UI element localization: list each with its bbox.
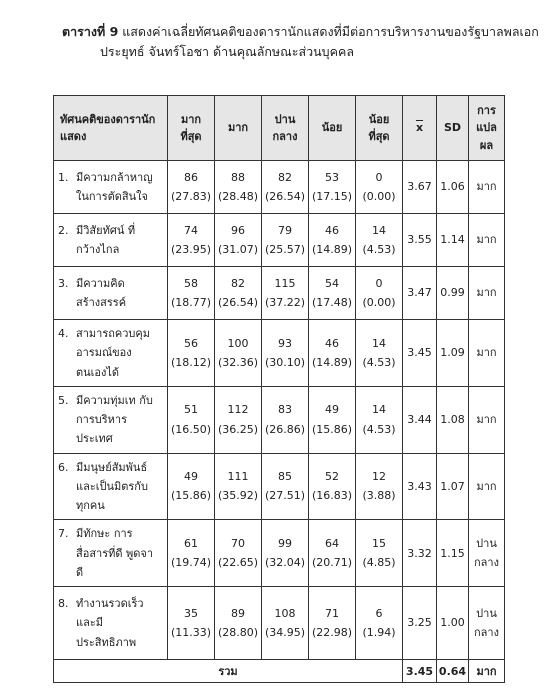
sd-cell: 1.15 [437,520,469,587]
row-number: 6. [58,460,69,474]
row-item-cell [54,453,168,520]
table-row [54,267,505,320]
row-item-cell [54,587,168,660]
interpretation-cell: มาก [469,453,505,520]
percent-value: (14.89) [311,243,353,256]
interpretation-cell: มาก [469,214,505,267]
table-row [54,161,505,214]
mean-cell: 3.45 [403,320,437,387]
count-value: 0 [375,170,383,184]
count-value: 99 [278,536,292,550]
row-item-text: มีมนุษย์สัมพันธ์ และเป็นมิตรกับ ทุกคน [76,460,148,512]
mean-cell: 3.25 [403,587,437,660]
count-value: 108 [274,606,296,620]
percent-value: (3.88) [362,489,396,503]
count-value: 56 [184,336,198,350]
caption-line-1 [62,22,539,42]
count-percent-cell [356,214,403,267]
count-value: 85 [278,470,292,484]
total-interpretation: มาก [469,660,505,683]
count-value: 70 [231,536,245,550]
row-number: 1. [58,170,69,184]
caption-title-1: แสดงค่าเฉลี่ยทัศนคติของดารานักแสดงที่มีต่อการบริหารงานของรัฐบาลพลเอก [122,24,539,39]
count-value: 35 [184,606,198,620]
interpretation-cell: มาก [469,386,505,453]
count-value: 111 [227,470,249,484]
row-item-cell [54,386,168,453]
row-item-cell [54,320,168,387]
total-sd: 0.64 [437,660,469,683]
percent-value: (28.80) [217,626,259,639]
percent-value: (0.00) [362,296,396,309]
count-percent-cell [309,453,356,520]
mean-cell: 3.55 [403,214,437,267]
count-value: 46 [325,336,339,350]
percent-value: (0.00) [362,190,396,203]
row-item-text: มีความกล้าหาญ ในการตัดสินใจ [76,170,153,203]
row-number: 4. [58,327,69,340]
percent-value: (28.48) [217,190,259,203]
percent-value: (17.15) [311,190,353,203]
table-row [54,386,505,453]
count-value: 112 [227,403,249,417]
sd-cell: 1.07 [437,453,469,520]
percent-value: (16.83) [311,489,353,503]
count-value: 71 [325,606,339,620]
count-percent-cell [356,161,403,214]
count-percent-cell [215,587,262,660]
count-percent-cell [215,161,262,214]
count-percent-cell [215,520,262,587]
mean-cell: 3.43 [403,453,437,520]
percent-value: (22.65) [217,556,259,570]
count-value: 58 [184,276,198,290]
count-percent-cell [262,453,309,520]
attitude-table [53,95,505,683]
row-number: 2. [58,223,69,237]
count-percent-cell [168,267,215,320]
percent-value: (15.86) [170,489,212,503]
count-percent-cell [356,267,403,320]
interpretation-cell: ปาน กลาง [469,587,505,660]
count-value: 74 [184,223,198,237]
count-percent-cell [356,453,403,520]
count-value: 6 [375,606,383,620]
mean-cell: 3.67 [403,161,437,214]
percent-value: (23.95) [170,243,212,256]
count-value: 83 [278,403,292,417]
row-item-text: มีทักษะ การ สื่อสารที่ดี พูดจา ดี [76,527,154,579]
count-value: 46 [325,223,339,237]
sd-cell: 1.08 [437,386,469,453]
header-moderate: ปาน กลาง [262,96,309,161]
percent-value: (27.83) [170,190,212,203]
count-percent-cell [309,587,356,660]
percent-value: (1.94) [362,626,396,639]
count-percent-cell [168,520,215,587]
count-value: 115 [274,276,296,290]
count-percent-cell [168,453,215,520]
count-value: 79 [278,223,292,237]
percent-value: (4.85) [362,556,396,570]
count-percent-cell [262,214,309,267]
row-item-text: มีความทุ่มเท กับ การบริหาร ประเทศ [76,393,153,446]
count-value: 82 [278,170,292,184]
count-value: 14 [372,403,386,417]
header-interpretation: การ แปล ผล [469,96,505,161]
row-item-text: สามารถควบคุม อารมณ์ของ ตนเองได้ [76,327,151,379]
header-little: น้อย [309,96,356,161]
count-value: 82 [231,276,245,290]
header-item: ทัศนคติของดารานักแสดง [54,96,168,161]
sd-cell: 0.99 [437,267,469,320]
total-mean: 3.45 [403,660,437,683]
percent-value: (16.50) [170,422,212,436]
sd-cell: 1.09 [437,320,469,387]
percent-value: (31.07) [217,243,259,256]
count-percent-cell [215,320,262,387]
table-caption [62,22,539,62]
percent-value: (34.95) [264,626,306,639]
count-percent-cell [168,214,215,267]
percent-value: (25.57) [264,243,306,256]
percent-value: (26.54) [264,190,306,203]
mean-cell: 3.47 [403,267,437,320]
percent-value: (4.53) [362,355,396,369]
row-item-cell [54,267,168,320]
header-mean: $\overline{x}$ [403,96,437,161]
row-number: 3. [58,276,69,290]
count-percent-cell [215,386,262,453]
count-value: 100 [227,336,249,350]
count-value: 14 [372,336,386,350]
sd-cell: 1.00 [437,587,469,660]
total-label: รวม [54,660,403,683]
percent-value: (15.86) [311,422,353,436]
count-value: 88 [231,170,245,184]
count-value: 54 [325,276,339,290]
row-number: 8. [58,597,69,611]
header-sd: SD [437,96,469,161]
count-percent-cell [168,320,215,387]
count-percent-cell [262,161,309,214]
mean-cell: 3.32 [403,520,437,587]
percent-value: (22.98) [311,626,353,639]
count-value: 12 [372,470,386,484]
row-item-text: ทำงานรวดเร็ว และมี ประสิทธิภาพ [76,597,144,649]
count-percent-cell [309,214,356,267]
row-number: 7. [58,527,69,541]
count-value: 86 [184,170,198,184]
count-value: 96 [231,223,245,237]
count-value: 51 [184,403,198,417]
count-value: 14 [372,223,386,237]
table-row [54,320,505,387]
caption-title-2: ประยุทธ์ จันทร์โอชา ด้านคุณลักษณะส่วนบุคคล [100,44,354,59]
sd-cell: 1.14 [437,214,469,267]
header-row [54,96,505,161]
count-percent-cell [262,520,309,587]
table-row [54,453,505,520]
count-value: 49 [325,403,339,417]
percent-value: (26.54) [217,296,259,309]
count-value: 89 [231,606,245,620]
count-percent-cell [262,267,309,320]
count-percent-cell [309,267,356,320]
percent-value: (14.89) [311,355,353,369]
percent-value: (20.71) [311,556,353,570]
percent-value: (32.36) [217,355,259,369]
count-percent-cell [309,161,356,214]
row-item-cell [54,161,168,214]
count-percent-cell [262,386,309,453]
count-percent-cell [356,587,403,660]
sd-cell: 1.06 [437,161,469,214]
count-percent-cell [356,320,403,387]
count-value: 93 [278,336,292,350]
header-most: มาก ที่สุด [168,96,215,161]
count-value: 61 [184,536,198,550]
header-much: มาก [215,96,262,161]
percent-value: (37.22) [264,296,306,309]
count-value: 64 [325,536,339,550]
count-value: 53 [325,170,339,184]
count-percent-cell [215,214,262,267]
count-percent-cell [262,320,309,387]
count-value: 15 [372,536,386,550]
percent-value: (36.25) [217,422,259,436]
interpretation-cell: ปาน กลาง [469,520,505,587]
count-percent-cell [215,453,262,520]
percent-value: (4.53) [362,422,396,436]
count-percent-cell [168,161,215,214]
percent-value: (27.51) [264,489,306,503]
count-value: 49 [184,470,198,484]
percent-value: (4.53) [362,243,396,256]
percent-value: (35.92) [217,489,259,503]
table-row [54,214,505,267]
table-row [54,587,505,660]
interpretation-cell: มาก [469,267,505,320]
count-percent-cell [309,320,356,387]
row-item-cell [54,214,168,267]
interpretation-cell: มาก [469,161,505,214]
percent-value: (18.12) [170,355,212,369]
count-percent-cell [168,386,215,453]
total-row [54,660,505,683]
count-percent-cell [215,267,262,320]
count-percent-cell [309,386,356,453]
percent-value: (18.77) [170,296,212,309]
row-number: 5. [58,393,69,407]
row-item-text: มีความคิด สร้างสรรค์ [76,276,127,309]
percent-value: (26.86) [264,422,306,436]
percent-value: (19.74) [170,556,212,570]
row-item-cell [54,520,168,587]
mean-cell: 3.44 [403,386,437,453]
percent-value: (11.33) [170,626,212,639]
percent-value: (30.10) [264,355,306,369]
percent-value: (32.04) [264,556,306,570]
row-item-text: มีวิสัยทัศน์ ที่ กว้างไกล [76,223,136,256]
table-number: ตารางที่ 9 [62,24,119,39]
count-percent-cell [356,386,403,453]
count-value: 0 [375,276,383,290]
count-percent-cell [356,520,403,587]
count-percent-cell [168,587,215,660]
count-value: 52 [325,470,339,484]
interpretation-cell: มาก [469,320,505,387]
header-least: น้อย ที่สุด [356,96,403,161]
count-percent-cell [262,587,309,660]
table-row [54,520,505,587]
percent-value: (17.48) [311,296,353,309]
count-percent-cell [309,520,356,587]
